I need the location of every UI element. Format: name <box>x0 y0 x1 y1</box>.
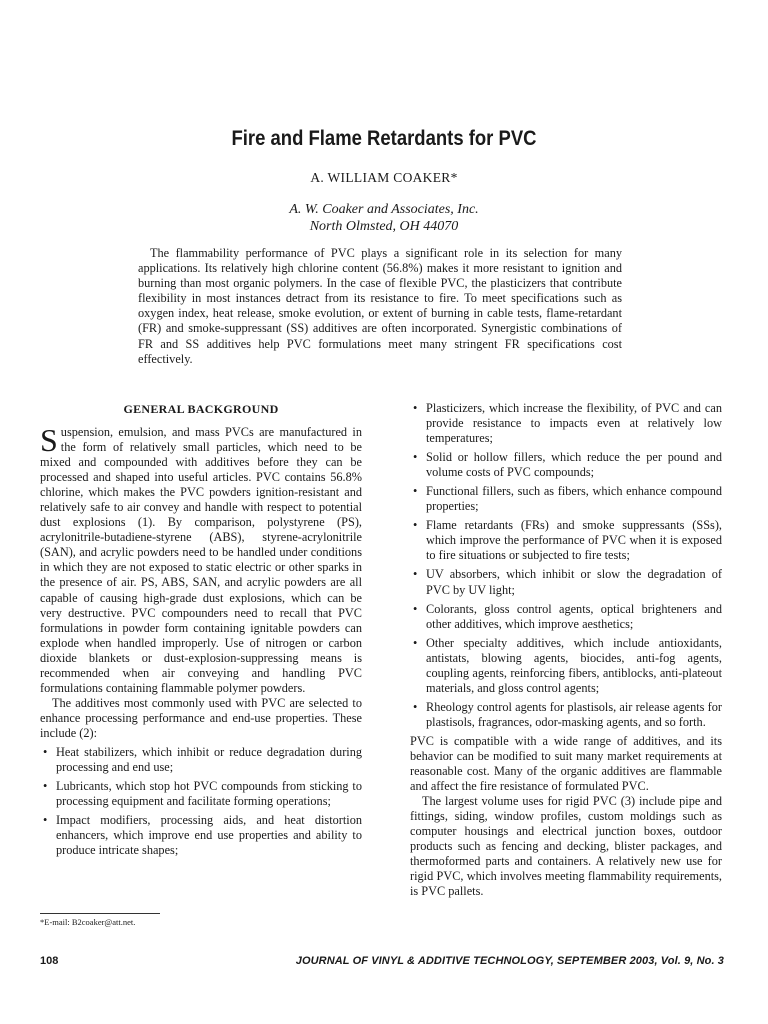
list-item: • Rheology control agents for plastisols, air release agents for plastisols, fragrances, odor-masking agents, and so forth. <box>410 700 722 730</box>
journal-footer: JOURNAL OF VINYL & ADDITIVE TECHNOLOGY, SEPTEMBER 2003, Vol. 9, No. 3 <box>295 955 724 967</box>
page-number: 108 <box>40 955 59 967</box>
intro-paragraph <box>40 422 362 696</box>
list-item: • Lubricants, which stop hot PVC compounds from sticking to processing equipment and facilitate forming operations; <box>40 779 362 809</box>
footnote: *E-mail: B2coaker@att.net. <box>40 917 136 927</box>
abstract: The flammability performance of PVC plays a significant role in its selection for many applications. Its relatively high chlorine content (56.8%) makes it more resistant to ignition and burning than most organic polymers. In the case of flexible PVC, the plasticizers that contribute flexibility in most instances detract from its resistance to fire. To meet specifications such as oxygen index, heat release, smoke evolution, or extent of burning in cable tests, flame-retardant (FR) and smoke-suppressant (SS) additives are often incorporated. Synergistic combinations of FR and SS additives help PVC formulations meet many stringent FR specifications cost effectively. <box>138 246 622 366</box>
left-column <box>40 401 362 862</box>
rigid-pvc-paragraph: The largest volume uses for rigid PVC (3) include pipe and fittings, siding, window profiles, custom moldings such as computer housings and electrical junction boxes, outdoor products such as fencing and decking, blister packages, and thermoformed parts and containers. A relatively new use for rigid PVC, which involves meeting flammability requirements, is PVC pallets. <box>410 794 722 899</box>
list-item: • Impact modifiers, processing aids, and heat distortion enhancers, which improve end use properties and ability to produce intricate shapes; <box>40 813 362 858</box>
compatibility-paragraph: PVC is compatible with a wide range of additives, and its behavior can be modified to suit many market requirements at reasonable cost. Many of the organic additives are flammable and affect the fire resistance of formulated PVC. <box>410 733 722 794</box>
list-item: • Functional fillers, such as fibers, which enhance compound properties; <box>410 484 722 514</box>
affiliation-line-2: North Olmsted, OH 44070 <box>309 219 459 234</box>
intro-paragraph-text: uspension, emulsion, and mass PVCs are manufactured in the form of relatively small particles, which need to be mixed and compounded with additives before they can be processed and shaped into useful articles. PVC contains 56.8% chlorine, which makes the PVC powders ignition-resistant and relatively safe to air convey and handle with respect to potential dust explosions (1). By comparison, polystyrene (PS), acrylonitrile-butadiene-styrene (ABS), styrene-acrylonitrile (SAN), and acrylic powders need to be handled under conditions in which they are not exposed to static electric or other sparks in the presence of air. PS, ABS, SAN, and acrylic powders are all capable of causing high-grade dust explosions, which can be very destructive. PVC compounders need to recall that PVC formulations in powder form containing ignitable powders can explode when handled improperly. Use of nitrogen or carbon dioxide blankets or dust-explosion-suppressing means is recommended when air conveying and handling PVC formulations containing flammable polymer powders. <box>40 425 362 695</box>
additive-list-left <box>40 745 362 858</box>
list-item: • Solid or hollow fillers, which reduce the per pound and volume costs of PVC compounds; <box>410 450 722 480</box>
additive-list-right <box>410 401 722 730</box>
list-item: • Other specialty additives, which include antioxidants, antistats, blowing agents, biocides, anti-fog agents, coupling agents, reinforcing fibers, antiblocks, anti-plateout materials, and gloss control agents; <box>410 636 722 696</box>
affiliation-line-1: A. W. Coaker and Associates, Inc. <box>289 202 479 217</box>
list-item: • Flame retardants (FRs) and smoke suppressants (SSs), which improve the performance of PVC when it is exposed to fire situations or subjected to fire tests; <box>410 518 722 563</box>
footnote-rule <box>40 913 160 914</box>
list-item: • Plasticizers, which increase the flexibility, of PVC and can provide resistance to impacts even at relatively low temperatures; <box>410 401 722 446</box>
list-item: • Heat stabilizers, which inhibit or reduce degradation during processing and end use; <box>40 745 362 775</box>
additives-paragraph: The additives most commonly used with PVC are selected to enhance processing performance and end-use properties. These include (2): <box>40 695 362 740</box>
list-item: • UV absorbers, which inhibit or slow the degradation of PVC by UV light; <box>410 567 722 597</box>
affiliation <box>0 201 768 235</box>
right-column <box>410 401 722 899</box>
author-name: A. WILLIAM COAKER* <box>310 170 458 185</box>
drop-cap: S <box>40 422 58 458</box>
list-item: • Colorants, gloss control agents, optical brighteners and other additives, which improve aesthetics; <box>410 602 722 632</box>
section-heading: GENERAL BACKGROUND <box>123 402 279 416</box>
paper-title: Fire and Flame Retardants for PVC <box>231 127 537 150</box>
